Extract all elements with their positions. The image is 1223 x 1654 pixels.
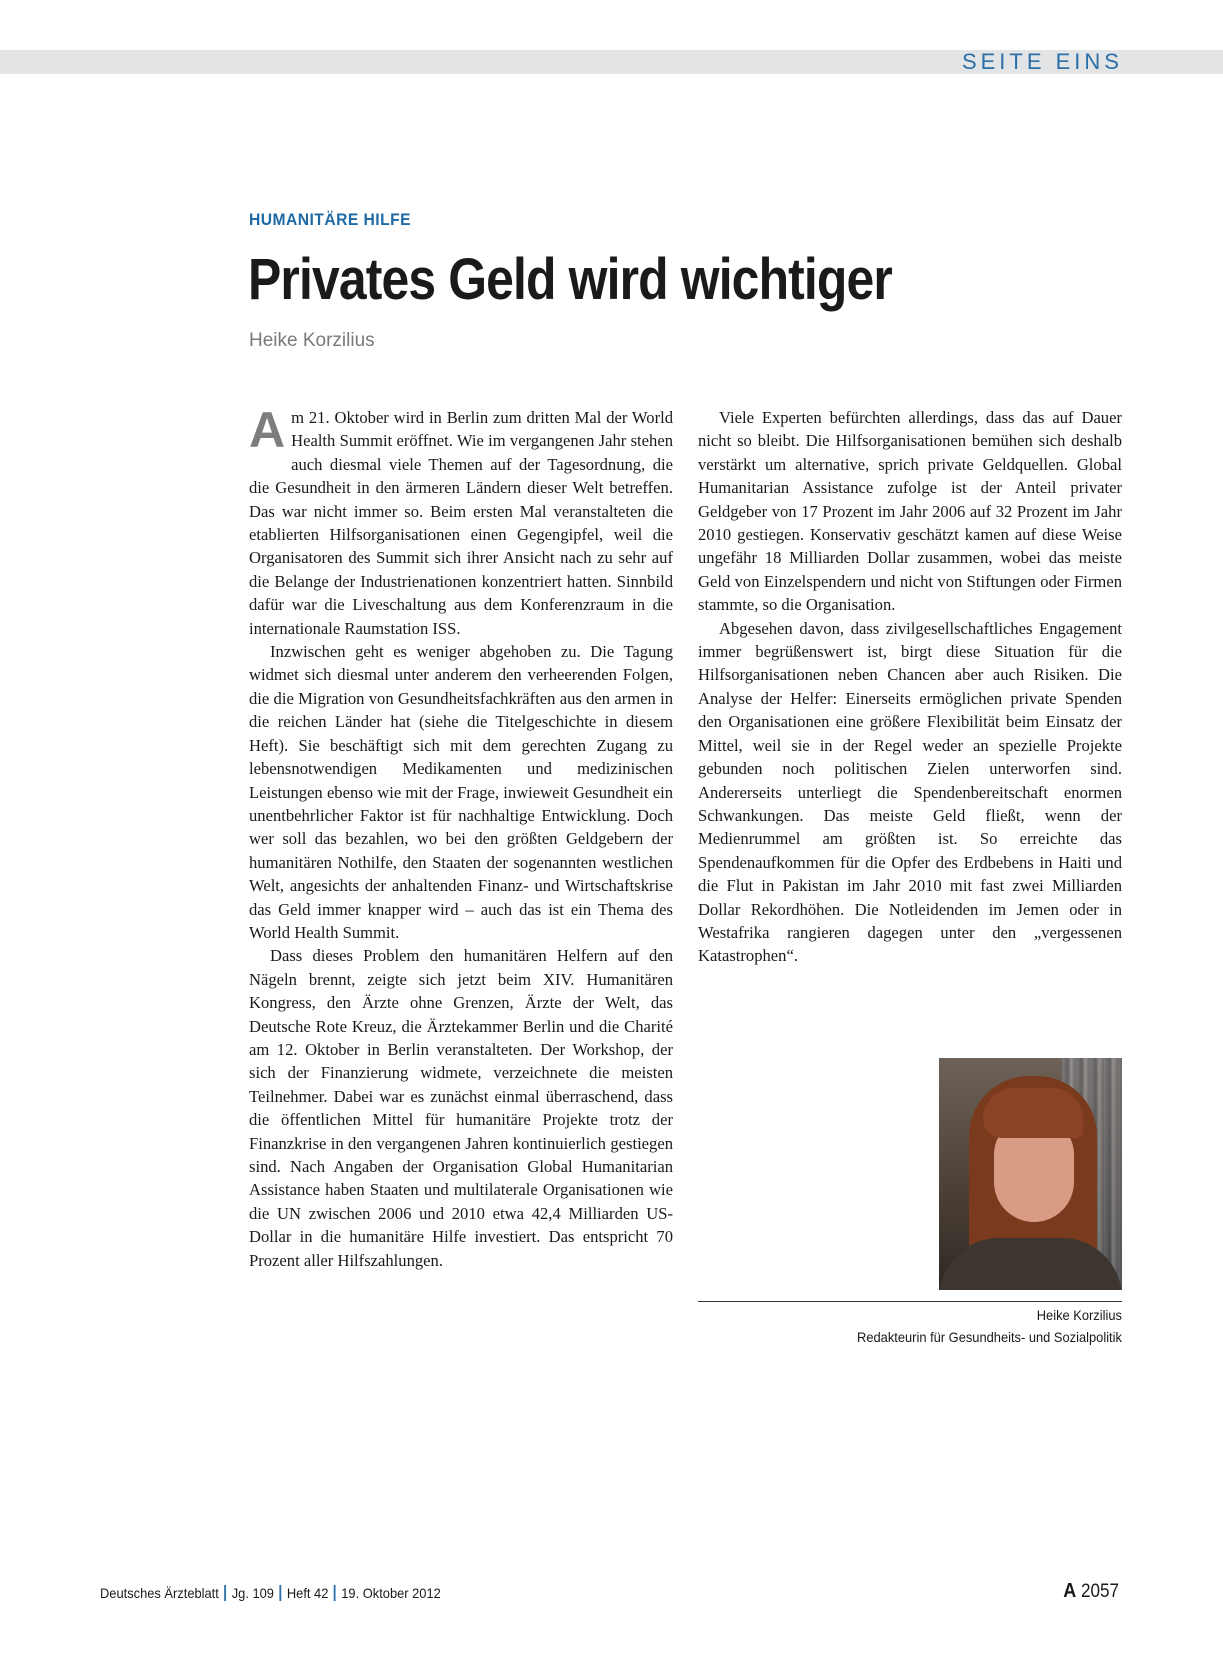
section-label: SEITE EINS: [961, 49, 1123, 74]
footer: [100, 1585, 441, 1601]
footer-date: 19. Oktober 2012: [341, 1585, 441, 1601]
footer-separator: [334, 1585, 336, 1601]
paragraph-text: m 21. Oktober wird in Berlin zum dritten Mal der World Health Summit eröffnet. Wie im vergangenen Jahr stehen auch diesmal viele Themen auf der Tagesordnung, die die Gesundheit in den ärmeren Ländern dieser Welt betreffen. Das war nicht immer so. Beim ersten Mal veranstalteten die etablierten Hilfsorganisationen einen Gegengipfel, weil die Organisatoren des Summit sich ihrer Ansicht nach zu sehr auf die Belange der Industrienationen konzentriert hatten. Sinnbild dafür war die Liveschaltung aus dem Konferenzraum in die internationale Raumstation ISS.: [249, 408, 673, 638]
paragraph: Inzwischen geht es weniger abgehoben zu. Die Tagung widmet sich diesmal unter anderem den verheerenden Folgen, die die Migration von Gesundheitsfachkräften aus den armen in die reichen Länder hat (siehe die Titelgeschichte in diesem Heft). Sie beschäftigt sich mit dem gerechten Zugang zu lebensnotwendigen Medikamenten und medizinischen Leistungen ebenso wie mit der Frage, inwieweit Gesundheit ein unentbehrlicher Faktor ist für nachhaltige Entwicklung. Doch wer soll das bezahlen, wo bei den größten Geldgebern der humanitären Nothilfe, den Staaten der sogenannten westlichen Welt, angesichts der anhaltenden Finanz- und Wirtschaftskrise das Geld immer knapper wird – auch das ist ein Thema des World Health Summit.: [249, 642, 673, 942]
page-number-value: 2057: [1080, 1581, 1119, 1602]
article-title: Privates Geld wird wichtiger: [248, 247, 892, 312]
paragraph: [249, 402, 673, 640]
article-column-right: [698, 406, 1122, 968]
article-kicker: HUMANITÄRE HILFE: [249, 210, 412, 229]
footer-separator: [224, 1585, 226, 1601]
article-author: Heike Korzilius: [249, 330, 375, 351]
footer-separator: [280, 1585, 282, 1601]
photo-caption: [857, 1304, 1122, 1348]
paragraph: Dass dieses Problem den humanitären Helfern auf den Nägeln brennt, zeigte sich jetzt beim XIV. Humanitären Kongress, den Ärzte ohne Grenzen, Ärzte der Welt, das Deutsche Rote Kreuz, die Ärztekammer Berlin und die Charité am 12. Oktober in Berlin veranstalteten. Der Workshop, der sich der Finanzierung widmete, verzeichnete die meisten Teilnehmer. Dabei war es zunächst einmal überraschend, dass die öffentlichen Mittel für humanitäre Projekte trotz der Finanzkrise in den vergangenen Jahren kontinuierlich gestiegen sind. Nach Angaben der Organisation Global Humanitarian Assistance haben Staaten und multilaterale Organisationen wie die UN zwischen 2006 und 2010 etwa 42,4 Milliarden US-Dollar in die humanitäre Hilfe investiert. Das entspricht 70 Prozent aller Hilfszahlungen.: [249, 946, 673, 1270]
paragraph: Abgesehen davon, dass zivilgesellschaftliches Engagement immer begrüßenswert ist, birgt diese Situation für die Hilfsorganisationen neben Chancen aber auch Risiken. Die Analyse der Helfer: Einerseits ermöglichen private Spenden den Organisationen eine größere Flexibilität beim Einsatz der Mittel, weil sie in der Regel weder an spezielle Projekte gebunden noch politischen Zielen unterworfen sind. Andererseits unterliegt die Spendenbereitschaft enormen Schwankungen. Das meiste Geld fließt, wenn der Medienrummel am größten ist. So erreichte das Spendenaufkommen für die Opfer des Erdbebens in Haiti und die Flut in Pakistan im Jahr 2010 mit fast zwei Milliarden Dollar Rekordhöhen. Die Notleidenden im Jemen oder in Westafrika rangieren dagegen unter den „vergessenen Katastrophen“.: [698, 618, 1122, 966]
paragraph: Viele Experten befürchten allerdings, dass das auf Dauer nicht so bleibt. Die Hilfsorganisationen bemühen sich deshalb verstärkt um alternative, sprich private Geldquellen. Global Humanitarian Assistance zufolge ist der Anteil privater Geldgeber von 17 Prozent im Jahr 2006 auf 32 Prozent im Jahr 2010 gestiegen. Konservativ geschätzt kamen auf diese Weise ungefähr 18 Milliarden Dollar zusammen, wobei das meiste Geld von Einzelspendern und nicht von Stiftungen oder Firmen stammte, so die Organisation.: [698, 408, 1122, 615]
caption-divider: [698, 1301, 1122, 1302]
article-column-left: [249, 402, 673, 1272]
drop-cap: A: [249, 402, 286, 458]
footer-issue: Heft 42: [286, 1585, 329, 1601]
footer-publication: Deutsches Ärzteblatt: [100, 1585, 219, 1601]
photo-fringe: [983, 1088, 1083, 1138]
author-photo: [939, 1058, 1122, 1290]
caption-name: Heike Korzilius: [1036, 1307, 1122, 1323]
page-letter: A: [1063, 1580, 1077, 1602]
caption-role: Redakteurin für Gesundheits- und Sozialpolitik: [857, 1329, 1122, 1345]
page-number: [1063, 1580, 1119, 1603]
footer-volume: Jg. 109: [231, 1585, 274, 1601]
